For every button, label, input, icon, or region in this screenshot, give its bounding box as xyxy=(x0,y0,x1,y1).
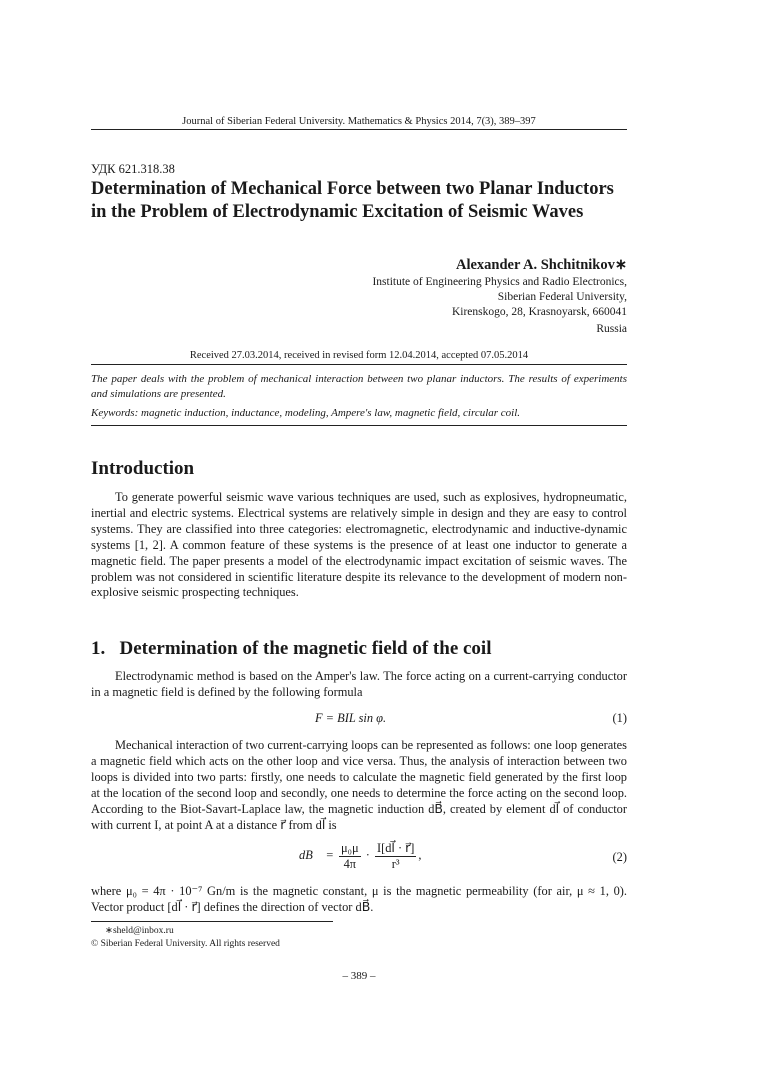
intro-heading xyxy=(91,458,194,480)
abstract: The paper deals with the problem of mechanical interaction between two planar inductors. The results of experiments and simulations are presented. xyxy=(91,373,627,400)
affiliation-line: Institute of Engineering Physics and Radio Electronics, xyxy=(372,276,627,288)
footnotes xyxy=(91,925,280,950)
section1-heading-text: 1. Determination of the magnetic field of the coil xyxy=(91,638,492,659)
paper-title: Determination of Mechanical Force between two Planar Inductors in the Problem of Electrodynamic Excitation of Seismic Waves xyxy=(91,179,614,222)
affiliation-line: Siberian Federal University, xyxy=(497,291,627,303)
section1-paragraph-3: where μ₀ = 4π · 10⁻⁷ Gn/m is the magnetic constant, μ is the magnetic permeability (for air, μ ≈ 1, 0). Vector product [dl⃗ · r⃗] defines the direction of vector dB⃗. xyxy=(91,884,627,914)
equation-1 xyxy=(91,711,627,729)
footnote-rule xyxy=(91,921,333,922)
section1-heading xyxy=(91,638,492,660)
running-head: Journal of Siberian Federal University. Mathematics & Physics 2014, 7(3), 389–397 xyxy=(182,116,536,127)
eq2-frac2-num: I[dl⃗ · r⃗] xyxy=(376,841,415,855)
affiliation xyxy=(372,275,627,337)
section1-paragraph-1: Electrodynamic method is based on the Amper's law. The force acting on a current-carrying conductor in a magnetic field is defined by the following formula xyxy=(91,669,627,699)
affiliation-line: Russia xyxy=(596,323,627,335)
eq2-frac2-den: r³ xyxy=(391,857,400,871)
intro-heading-text: Introduction xyxy=(91,458,195,479)
eq2-dot: · xyxy=(365,847,370,862)
eq2-frac1-den: 4π xyxy=(343,856,357,871)
abstract-top-rule xyxy=(91,364,627,365)
footnote-copyright: © Siberian Federal University. All rights reserved xyxy=(91,938,280,949)
section1-paragraph-2: Mechanical interaction of two current-carrying loops can be represented as follows: one loop generates a magnetic field which acts on the other loop and vice versa. Thus, the analysis of interaction between two loops is divided into two parts: firstly, one needs to calculate the magnetic field generated by the first loop at the location of the second loop and secondly, one needs to determine the force acting on the second loop. According to the Biot-Savart-Laplace law, the magnetic induction dB⃗, created by element dl⃗ of conductor with current I, at point A at a distance r⃗ from dl⃗ is xyxy=(91,738,627,832)
equation-2-number: (2) xyxy=(612,850,627,864)
eq2-frac1-num: μ₀μ xyxy=(340,840,359,855)
footnote-email: ∗sheld@inbox.ru xyxy=(105,926,174,936)
affiliation-line: Kirenskogo, 28, Krasnoyarsk, 660041 xyxy=(451,306,627,318)
equation-2-body xyxy=(299,840,422,872)
eq2-fraction-2 xyxy=(375,840,416,872)
eq2-fraction-1 xyxy=(339,841,361,872)
intro-paragraph: To generate powerful seismic wave various techniques are used, such as explosives, hydropneumatic, inertial and electric systems. Electrical systems are relatively simple in design and they are easy to control systems. They are classified into three categories: electromagnetic, electrodynamic and inductive-dynamic systems [1, 2]. A common feature of these systems is the presence of at least one inductor to generate a magnetic field. The paper presents a model of the electrodynamic impact excitation of seismic waves. The problem was not considered in scientific literature despite its relevance to the development of modern non-explosive seismic prospecting techniques. xyxy=(91,490,627,600)
eq2-lhs: dB⃗ = xyxy=(299,847,334,862)
equation-1-body: F = BIL sin φ. xyxy=(315,711,387,725)
author-name: Alexander A. Shchitnikov∗ xyxy=(455,257,627,273)
equation-1-number: (1) xyxy=(612,711,627,725)
udk-code: УДК 621.318.38 xyxy=(91,162,175,176)
abstract-bottom-rule xyxy=(91,425,627,426)
page-number: – 389 – xyxy=(342,970,376,982)
eq2-comma: , xyxy=(418,847,422,862)
keywords: Keywords: magnetic induction, inductance, modeling, Ampere's law, magnetic field, circular coil. xyxy=(91,407,521,419)
equation-2 xyxy=(91,840,627,876)
received-dates: Received 27.03.2014, received in revised form 12.04.2014, accepted 07.05.2014 xyxy=(189,350,529,361)
header-rule xyxy=(91,129,627,130)
